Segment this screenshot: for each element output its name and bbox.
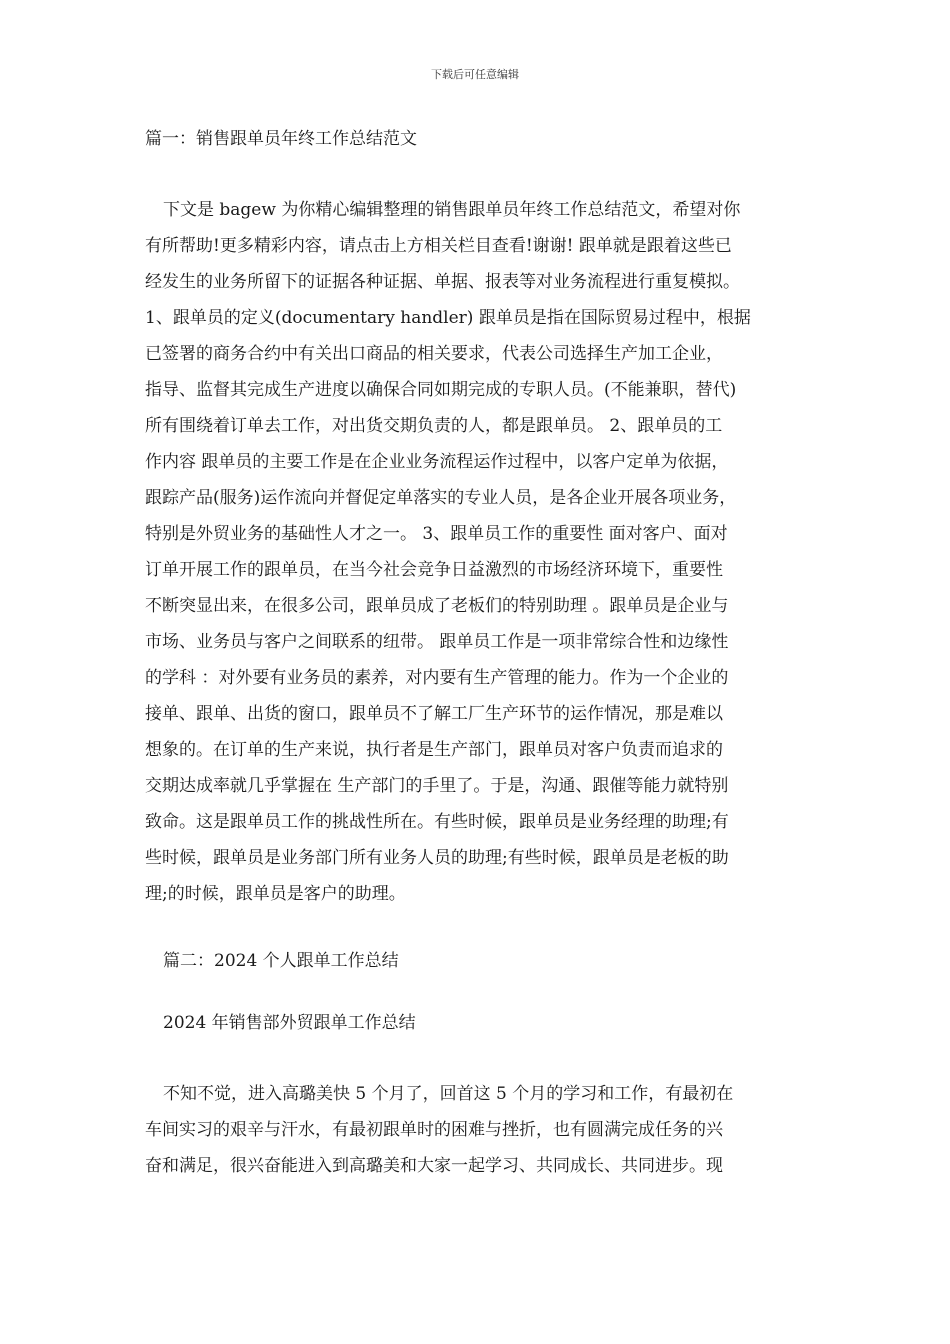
section2-title: 篇二：2024 个人跟单工作总结 <box>163 951 399 971</box>
paragraph-line: 致命。这是跟单员工作的挑战性所在。有些时候，跟单员是业务经理的助理;有 <box>145 812 729 832</box>
paragraph-line: 理;的时候，跟单员是客户的助理。 <box>145 884 406 904</box>
section1-title: 篇一：销售跟单员年终工作总结范文 <box>145 129 417 149</box>
paragraph-line: 车间实习的艰辛与汗水，有最初跟单时的困难与挫折，也有圆满完成任务的兴 <box>145 1120 723 1140</box>
document-body <box>145 124 815 1184</box>
paragraph-line: 下文是 bagew 为你精心编辑整理的销售跟单员年终工作总结范文，希望对你 <box>163 200 741 220</box>
paragraph-line: 指导、监督其完成生产进度以确保合同如期完成的专职人员。(不能兼职，替代) <box>145 380 737 400</box>
paragraph-line: 跟踪产品(服务)运作流向并督促定单落实的专业人员，是各企业开展各项业务， <box>145 488 737 508</box>
header-note: 下载后可任意编辑 <box>431 68 519 81</box>
section2-subtitle: 2024 年销售部外贸跟单工作总结 <box>163 1013 416 1033</box>
section2-body <box>145 1076 815 1184</box>
paragraph-line: 订单开展工作的跟单员，在当今社会竞争日益激烈的市场经济环境下，重要性 <box>145 560 723 580</box>
paragraph-line: 些时候，跟单员是业务部门所有业务人员的助理;有些时候，跟单员是老板的助 <box>145 848 729 868</box>
paragraph-line: 有所帮助!更多精彩内容，请点击上方相关栏目查看!谢谢! 跟单就是跟着这些已 <box>145 236 732 256</box>
paragraph-line: 接单、跟单、出货的窗口，跟单员不了解工厂生产环节的运作情况，那是难以 <box>145 704 723 724</box>
paragraph-line: 想象的。在订单的生产来说，执行者是生产部门，跟单员对客户负责而追求的 <box>145 740 723 760</box>
paragraph-line: 特别是外贸业务的基础性人才之一。 3、跟单员工作的重要性 面对客户、面对 <box>145 524 728 544</box>
paragraph-line: 交期达成率就几乎掌握在 生产部门的手里了。于是，沟通、跟催等能力就特别 <box>145 776 729 796</box>
paragraph-line: 作内容 跟单员的主要工作是在企业业务流程运作过程中，以客户定单为依据， <box>145 452 729 472</box>
paragraph-line: 已签署的商务合约中有关出口商品的相关要求，代表公司选择生产加工企业， <box>145 344 723 364</box>
paragraph-line: 奋和满足，很兴奋能进入到高璐美和大家一起学习、共同成长、共同进步。现 <box>145 1156 723 1176</box>
section1-body <box>145 192 815 912</box>
paragraph-line: 的学科 ：对外要有业务员的素养，对内要有生产管理的能力。作为一个企业的 <box>145 668 729 688</box>
paragraph-line: 不知不觉，进入高璐美快 5 个月了，回首这 5 个月的学习和工作，有最初在 <box>163 1084 734 1104</box>
paragraph-line: 1、跟单员的定义(documentary handler) 跟单员是指在国际贸易过程中，根据 <box>145 308 751 328</box>
paragraph-line: 所有围绕着订单去工作，对出货交期负责的人，都是跟单员。 2、跟单员的工 <box>145 416 723 436</box>
paragraph-line: 经发生的业务所留下的证据各种证据、单据、报表等对业务流程进行重复模拟。 <box>145 272 740 292</box>
paragraph-line: 市场、业务员与客户之间联系的纽带。 跟单员工作是一项非常综合性和边缘性 <box>145 632 729 652</box>
paragraph-line: 不断突显出来，在很多公司，跟单员成了老板们的特别助理 。跟单员是企业与 <box>145 596 729 616</box>
